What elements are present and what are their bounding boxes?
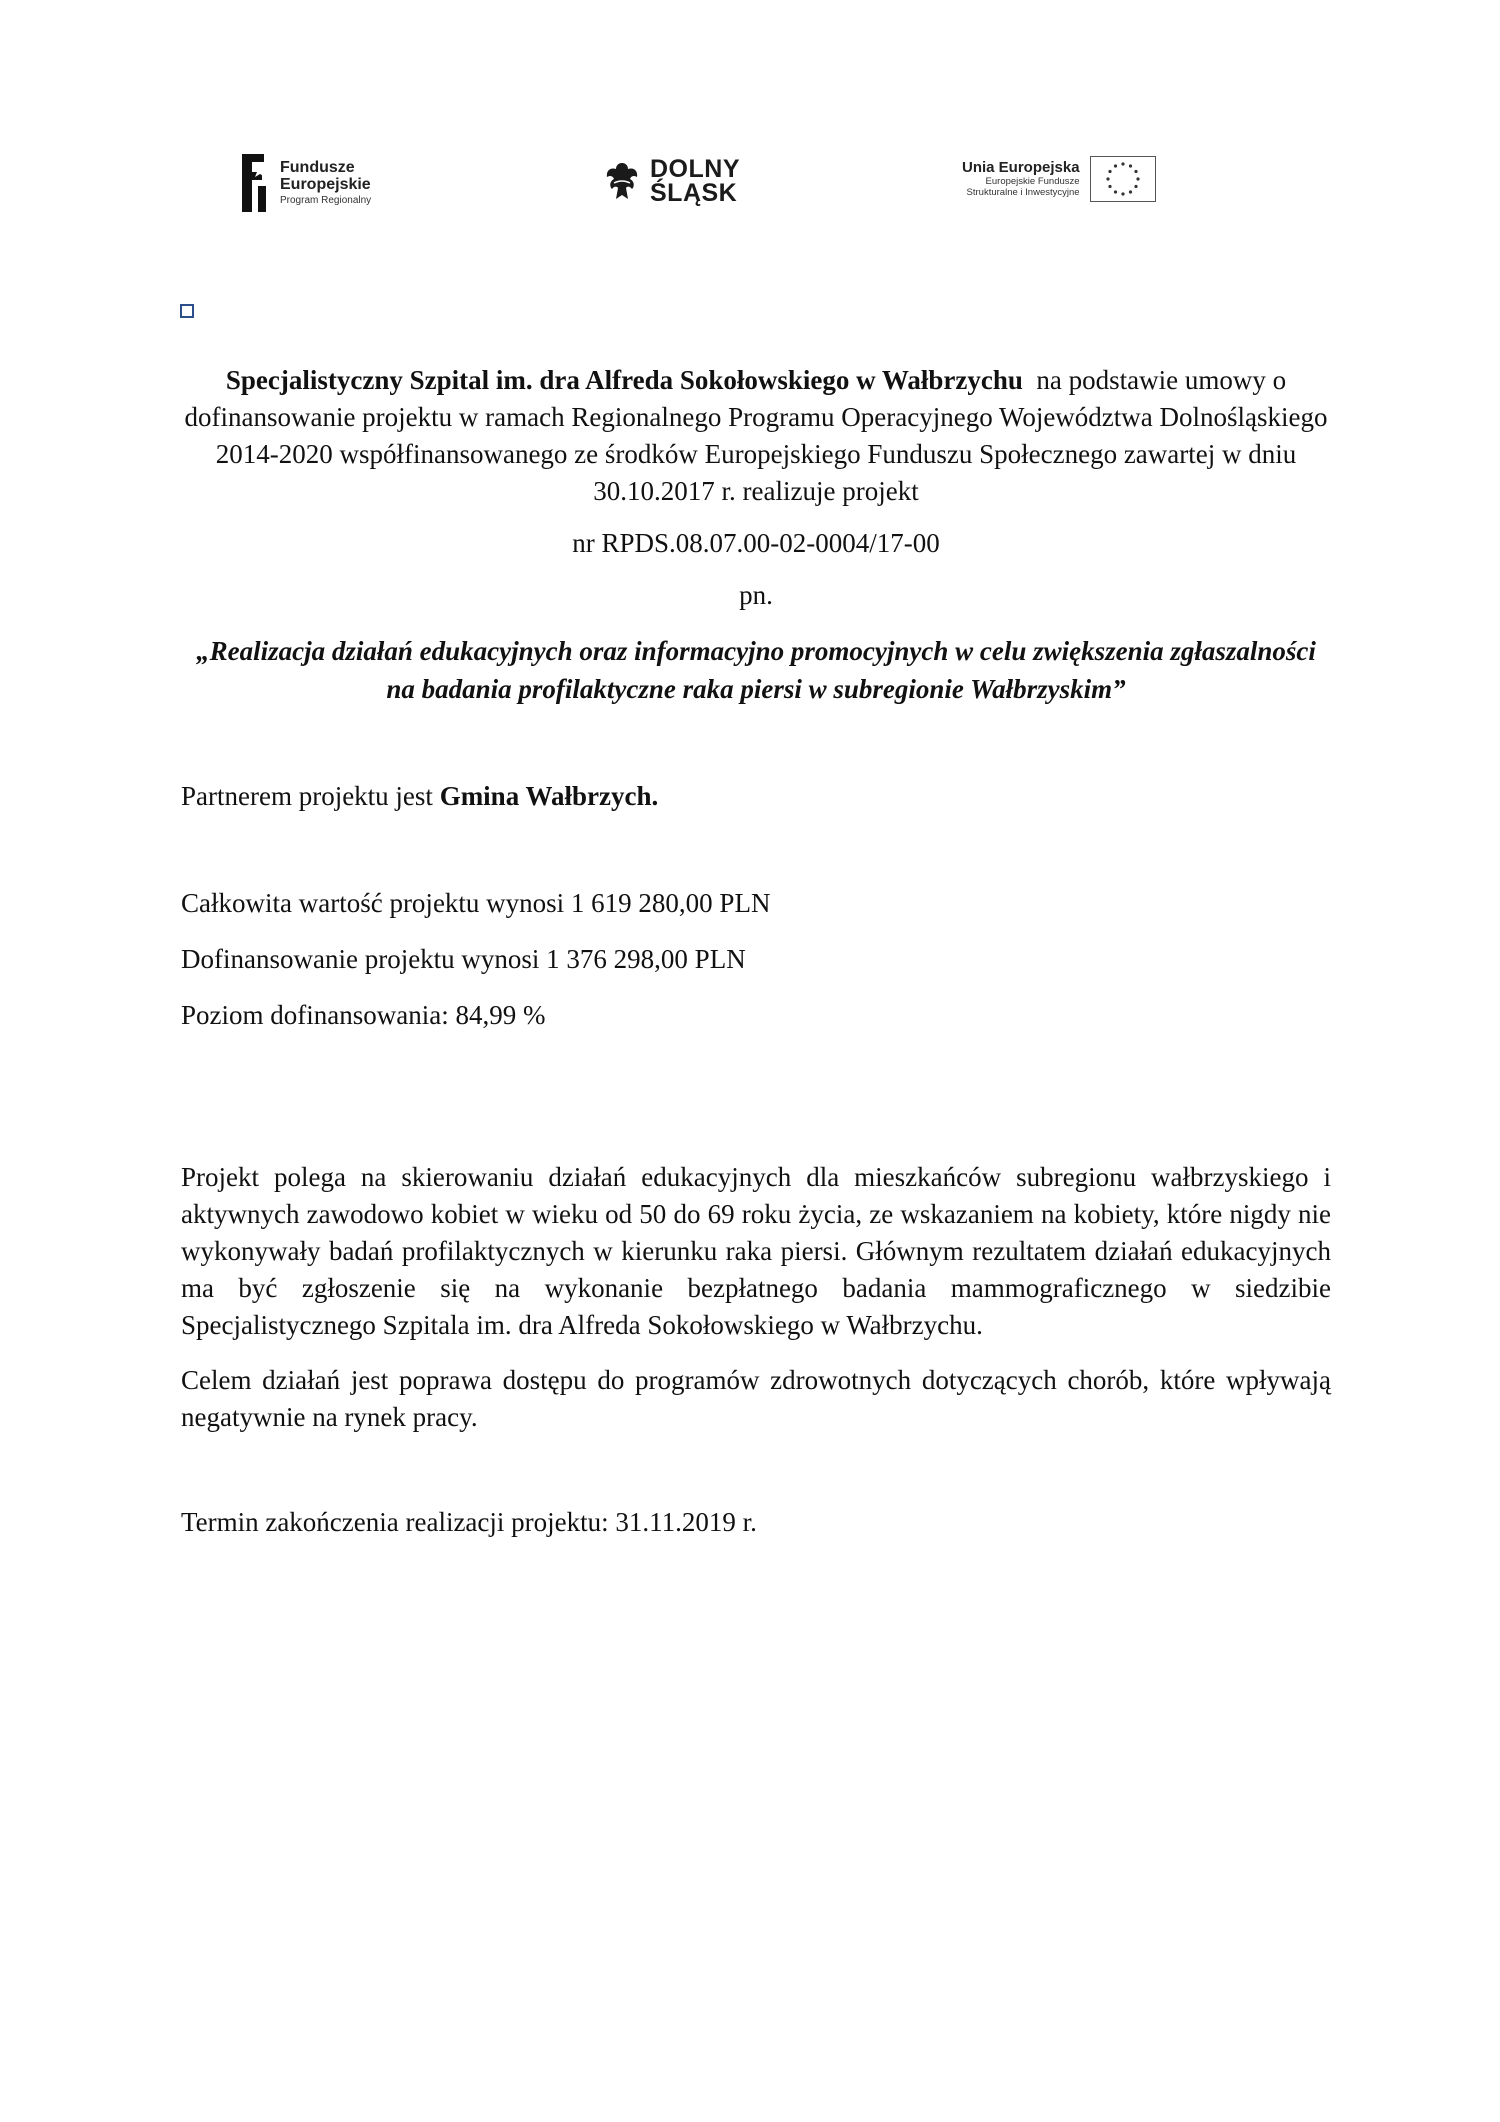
partner-name: Gmina Wałbrzych. (439, 781, 659, 811)
unia-europejska-logo (962, 156, 1156, 202)
document-body (181, 362, 1331, 1541)
funding-level: Poziom dofinansowania: 84,99 % (181, 1000, 546, 1030)
project-number: nr RPDS.08.07.00-02-0004/17-00 (572, 528, 940, 558)
description-paragraph-1: Projekt polega na skierowaniu działań edukacyjnych dla mieszkańców subregionu wałbrzyskiego i aktywnych zawodowo kobiet w wieku od 50 do 69 roku życia, ze wskazaniem na kobiety, które nigdy nie wykonywały badań profilaktycznych w kierunku raka piersi. Głównym rezultatem działań edukacyjnych ma być zgłoszenie się na wykonanie bezpłatnego badania mammograficznego w siedzibie Specjalistycznego Szpitala im. dra Alfreda Sokołowskiego w Wałbrzychu. (181, 1162, 1331, 1340)
eu-stars-icon (1103, 159, 1143, 199)
costs-section (181, 885, 1331, 1034)
fundusze-europejskie-logo (238, 150, 371, 216)
ds-line2: ŚLĄSK (650, 178, 738, 207)
ue-line3: Strukturalne i Inwestycyjne (966, 186, 1080, 198)
project-title: „Realizacja działań edukacyjnych oraz informacyjno promocyjnych w celu zwiększenia zgłaszalności na badania profilaktyczne raka piersi w subregionie Wałbrzyskim” (196, 636, 1316, 704)
intro-paragraph (181, 362, 1331, 510)
hospital-name: Specjalistyczny Szpital im. dra Alfreda Sokołowskiego w Wałbrzychu (225, 365, 1023, 395)
dolny-slask-logo (604, 155, 740, 207)
fe-star-icon (238, 150, 272, 216)
logo-bar (0, 140, 1500, 230)
checkbox[interactable] (180, 304, 194, 318)
partner-prefix: Partnerem projektu jest (181, 781, 433, 811)
description-paragraph-2: Celem działań jest poprawa dostępu do programów zdrowotnych dotyczących chorób, które wpływają negatywnie na rynek pracy. (181, 1365, 1331, 1432)
total-value: Całkowita wartość projektu wynosi 1 619 280,00 PLN (181, 888, 771, 918)
intro-text: na podstawie umowy o dofinansowanie projektu w ramach Regionalnego Programu Operacyjnego Województwa Dolnośląskiego 2014-2020 współfinansowanego ze środków Europejskiego Funduszu Społecznego zawartej w dniu 30.10.2017 r. realizuje projekt (184, 365, 1328, 506)
ue-line1: Unia Europejska (962, 159, 1080, 177)
end-date: Termin zakończenia realizacji projektu: 31.11.2019 r. (181, 1507, 757, 1537)
funding-value: Dofinansowanie projektu wynosi 1 376 298,00 PLN (181, 944, 746, 974)
fe-line3: Program Regionalny (280, 194, 372, 206)
ue-line2: Europejskie Fundusze (985, 175, 1080, 187)
eagle-icon (604, 159, 640, 205)
pn-label: pn. (739, 580, 773, 610)
fe-line2: Europejskie (280, 175, 371, 193)
eu-flag-icon (1090, 156, 1156, 202)
ds-line1: DOLNY (650, 155, 740, 183)
partner-line (181, 778, 1331, 815)
description-section (181, 1159, 1331, 1436)
fe-line1: Fundusze (280, 158, 355, 176)
